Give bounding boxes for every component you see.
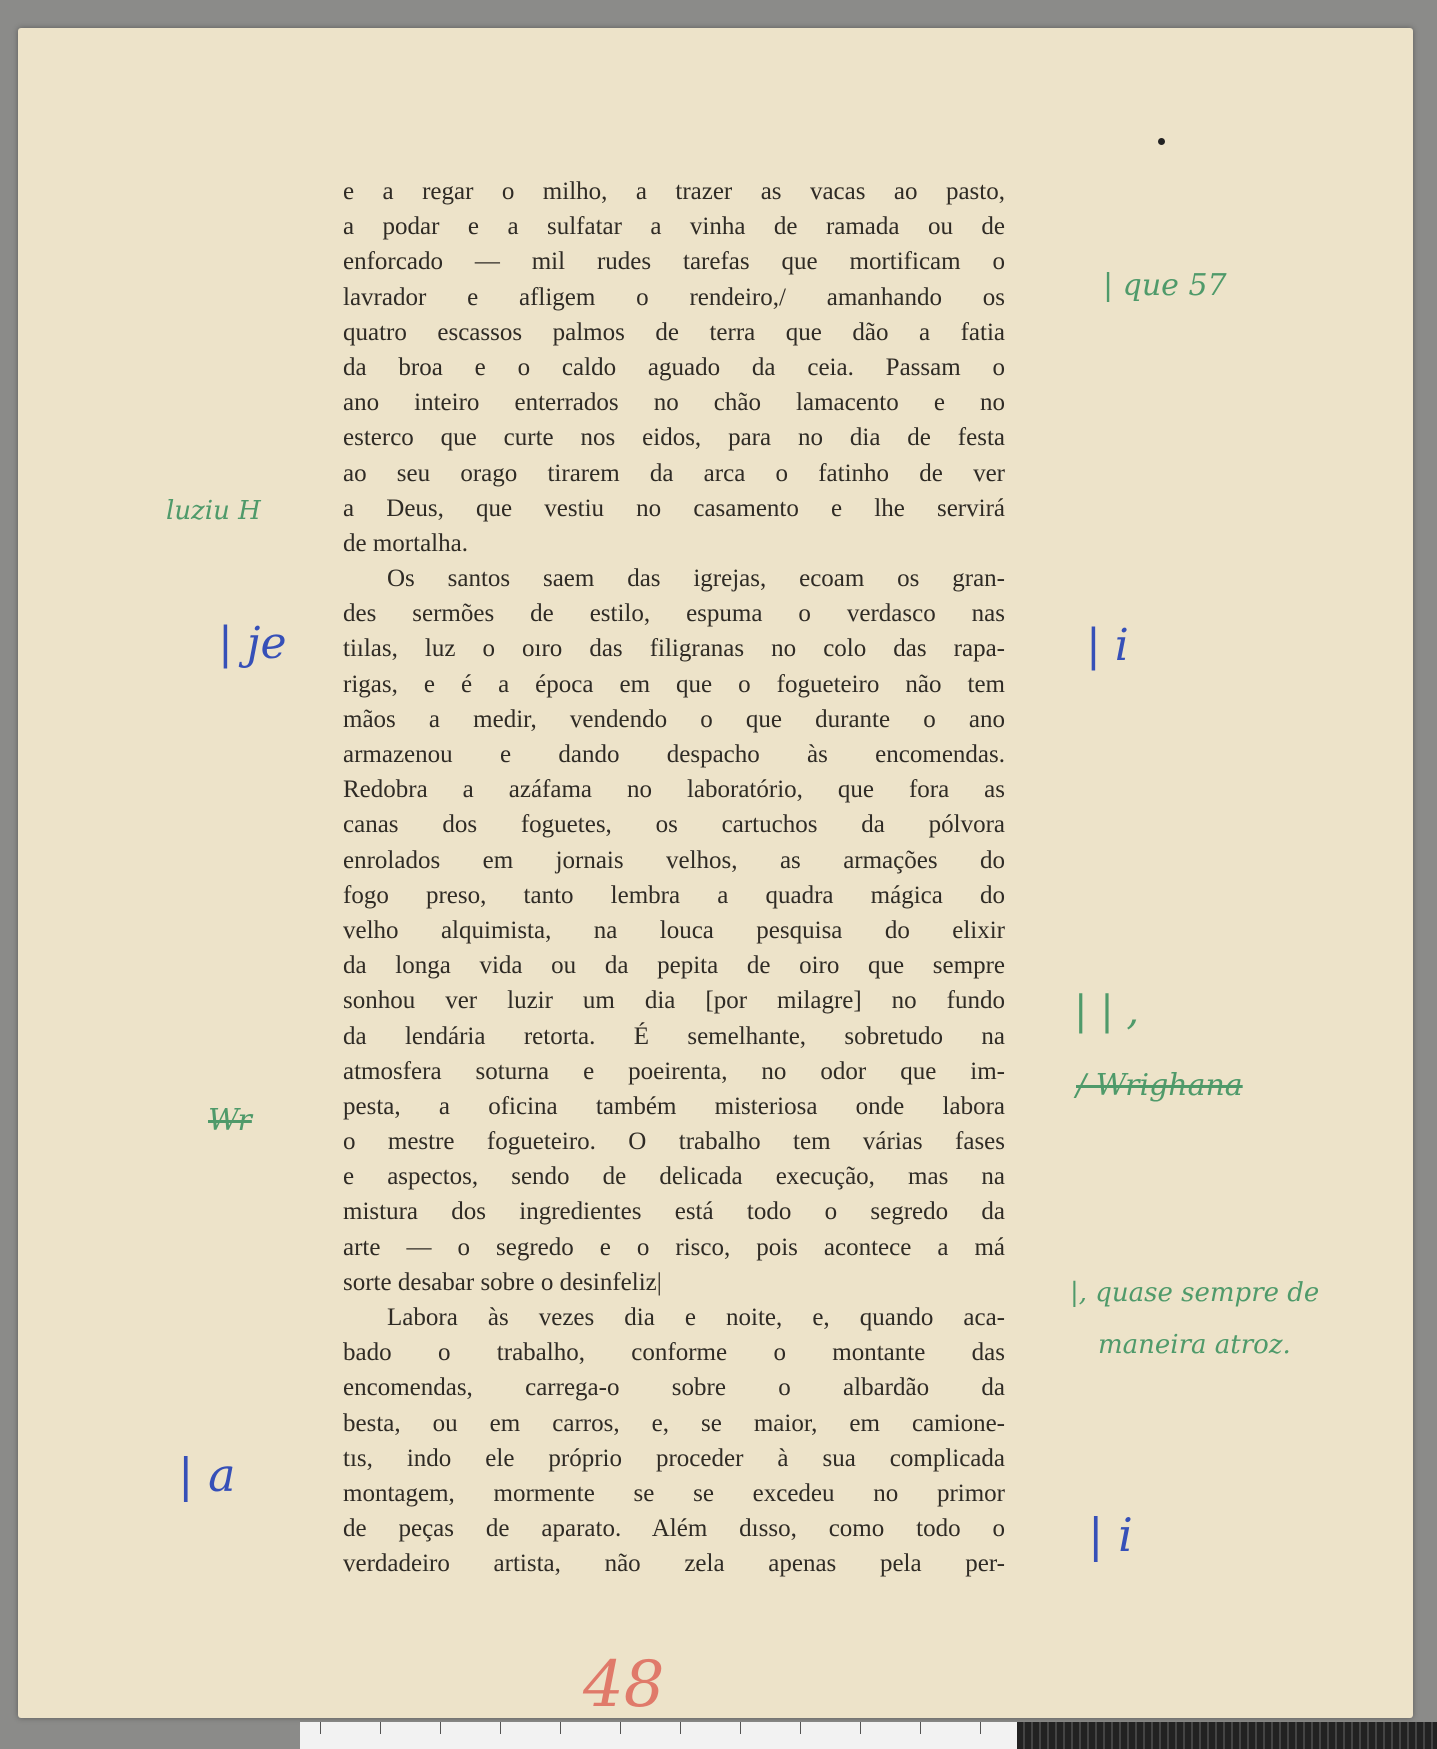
text-line: rigas, e é a época em que o fogueteiro não tem [343,670,1005,698]
text-line: lavrador e afligem o rendeiro,/ amanhando os [343,283,1005,311]
text-line: enrolados em jornais velhos, as armações do [343,846,1005,874]
ruler-tick [500,1722,501,1734]
ruler-tick [860,1722,861,1734]
ruler-tick [680,1722,681,1734]
text-line: mãos a medir, vendendo o que durante o ano [343,705,1005,733]
text-line: montagem, mormente se se excedeu no primor [343,1479,1005,1507]
text-line: ano inteiro enterrados no chão lamacento e no [343,389,1005,417]
text-line: mistura dos ingredientes está todo o segredo da [343,1198,1005,1226]
text-line: sorte desabar sobre o desinfeliz| [343,1268,662,1296]
margin-note-left: luziu H [166,496,261,526]
text-line: da broa e o caldo aguado da ceia. Passam o [343,353,1005,381]
ruler-tick [440,1722,441,1734]
text-line: de peças de aparato. Além dısso, como todo o [343,1515,1005,1543]
margin-note-left: | a [178,1448,236,1502]
text-line: e aspectos, sendo de delicada execução, mas na [343,1163,1005,1191]
text-line: tıs, indo ele próprio proceder à sua complicada [343,1444,1005,1472]
ruler-scale-bar [1017,1722,1437,1749]
text-line: de mortalha. [343,529,468,557]
text-line: sonhou ver luzir um dia [por milagre] no fundo [343,987,1005,1015]
text-line: o mestre fogueteiro. O trabalho tem várias fases [343,1128,1005,1156]
text-line: a Deus, que vestiu no casamento e lhe servirá [343,494,1005,522]
ink-dot [1158,138,1165,145]
text-line: fogo preso, tanto lembra a quadra mágica do [343,881,1005,909]
text-line: tiılas, luz o oıro das filigranas no colo das rapa- [343,635,1005,663]
text-line: quatro escassos palmos de terra que dão a fatia [343,318,1005,346]
margin-note-right: | | , [1074,988,1140,1034]
document-page [18,28,1413,1722]
text-line: ao seu orago tirarem da arca o fatinho de ver [343,459,1005,487]
text-line: pesta, a oficina também misteriosa onde labora [343,1092,1005,1120]
text-line: Labora às vezes dia e noite, e, quando aca- [387,1304,1005,1331]
text-line: arte — o segredo e o risco, pois acontece a má [343,1233,1005,1261]
text-line: esterco que curte nos eidos, para no dia de festa [343,424,1005,452]
text-line: des sermões de estilo, espuma o verdasco nas [343,600,1005,628]
text-line: verdadeiro artista, não zela apenas pela per- [343,1550,1005,1578]
margin-note-right: |, quase sempre de [1070,1278,1320,1308]
ruler-tick [980,1722,981,1734]
margin-note-right: | i [1088,1508,1133,1562]
ruler-tick [920,1722,921,1734]
page-number: 48 [583,1648,665,1722]
ruler-tick [560,1722,561,1734]
margin-note-right: / Wrighana [1076,1068,1243,1103]
text-line: atmosfera soturna e poeirenta, no odor que im- [343,1057,1005,1085]
ruler-tick [380,1722,381,1734]
text-line: da longa vida ou da pepita de oiro que sempre [343,952,1005,980]
ruler-tick [320,1722,321,1734]
margin-note-right: maneira atroz. [1098,1330,1291,1360]
text-line: Redobra a azáfama no laboratório, que fora as [343,776,1005,804]
text-line: velho alquimista, na louca pesquisa do elixir [343,916,1005,944]
text-line: canas dos foguetes, os cartuchos da pólvora [343,811,1005,839]
scale-ruler [300,1722,1437,1749]
text-line: e a regar o milho, a trazer as vacas ao pasto, [343,178,1005,205]
text-line: encomendas, carrega-o sobre o albardão da [343,1374,1005,1402]
ruler-tick [740,1722,741,1734]
ruler-tick [800,1722,801,1734]
text-line: Os santos saem das igrejas, ecoam os gran- [387,565,1005,593]
margin-note-left: Wr [208,1103,252,1138]
text-line: a podar e a sulfatar a vinha de ramada ou de [343,213,1005,241]
ruler-tick [620,1722,621,1734]
margin-note-left: | je [218,618,287,669]
margin-note-right: | i [1086,620,1129,671]
text-line: enforcado — mil rudes tarefas que mortificam o [343,248,1005,276]
margin-note-right: | que 57 [1103,268,1227,303]
text-line: besta, ou em carros, e, se maior, em camione- [343,1409,1005,1437]
body-text [343,174,1005,1582]
text-line: bado o trabalho, conforme o montante das [343,1339,1005,1367]
text-line: da lendária retorta. É semelhante, sobretudo na [343,1022,1005,1050]
text-line: armazenou e dando despacho às encomendas. [343,741,1005,768]
